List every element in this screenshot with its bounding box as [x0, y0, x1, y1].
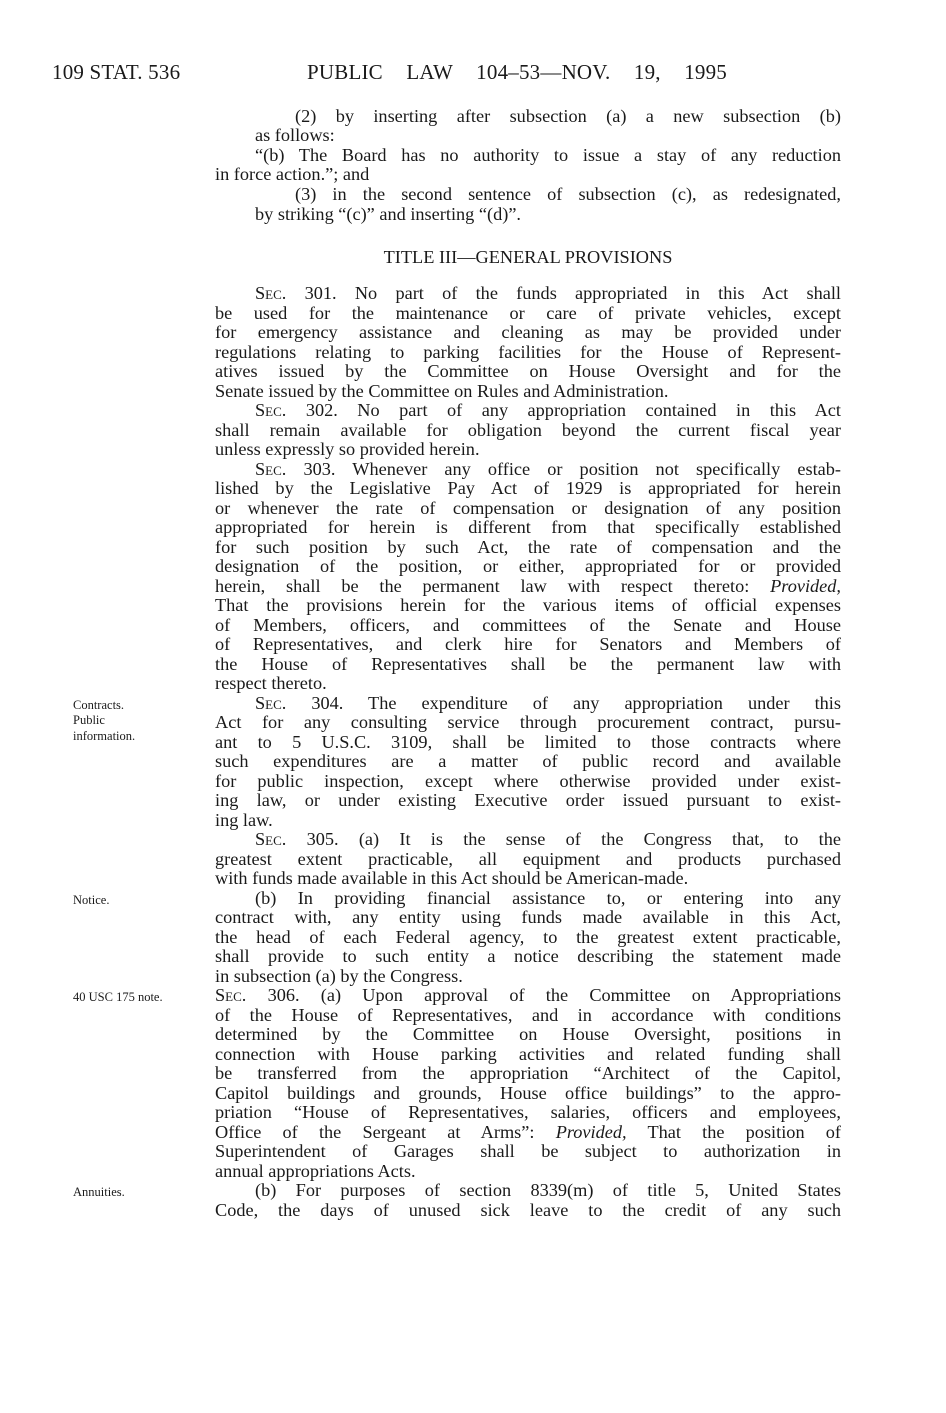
section-label: Sec.	[215, 985, 247, 1005]
text-line	[215, 791, 841, 811]
margin-note	[73, 1185, 125, 1201]
line-text: regulations relating to parking facilities for the House of Represent-	[215, 341, 841, 362]
line-text: by striking “(c)” and inserting “(d)”.	[255, 204, 521, 224]
text-line	[215, 1084, 841, 1104]
text-line	[215, 304, 841, 324]
text-line	[255, 401, 841, 421]
text-line	[215, 772, 841, 792]
line-text: Capitol buildings and grounds, House office buildings” to the appro-	[215, 1082, 841, 1103]
text-line	[215, 518, 841, 538]
text-line	[215, 1201, 841, 1221]
margin-note-line: 40 USC 175 note.	[73, 990, 163, 1004]
section-label: Sec.	[255, 283, 287, 303]
text-line	[215, 538, 841, 558]
text-line	[295, 107, 841, 127]
text-line	[215, 323, 841, 343]
text-line	[215, 1025, 841, 1045]
text-line	[255, 830, 841, 850]
line-text: (b) For purposes of section 8339(m) of title 5, United States	[255, 1180, 841, 1200]
line-text: of Representatives, and clerk hire for Senators and Members of	[215, 634, 841, 654]
line-text: Superintendent of Garages shall be subject to authorization in	[215, 1141, 841, 1161]
text-line	[255, 126, 841, 146]
line-text: 304. The expenditure of any appropriation under this	[286, 692, 841, 713]
line-text: shall remain available for obligation beyond the current fiscal year	[215, 419, 841, 440]
line-text: determined by the Committee on House Oversight, positions in	[215, 1024, 841, 1044]
page-stat-number: 109 STAT. 536	[52, 60, 181, 84]
text-line	[215, 1064, 841, 1084]
line-text: be used for the maintenance or care of private vehicles, except	[215, 302, 841, 323]
section-label: Sec.	[255, 692, 287, 713]
line-text: 305. (a) It is the sense of the Congress that, to the	[286, 829, 841, 849]
text-line	[215, 1103, 841, 1123]
line-text: greatest extent practicable, all equipment and products purchased	[215, 848, 841, 869]
text-line	[295, 185, 841, 205]
line-text: Act for any consulting service through procurement contract, pursu-	[215, 712, 841, 732]
line-text: such expenditures are a matter of public record and available	[215, 751, 841, 771]
line-text: the head of each Federal agency, to the greatest extent practicable,	[215, 926, 841, 947]
line-text: as follows:	[255, 125, 335, 145]
line-text: atives issued by the Committee on House Oversight and for the	[215, 361, 841, 381]
proviso-italic: Provided,	[770, 575, 841, 596]
text-line	[215, 557, 841, 577]
text-line	[215, 674, 841, 694]
line-text: appropriated for herein is different from that specifically established	[215, 517, 841, 537]
line-text: be transferred from the appropriation “Architect of the Capitol,	[215, 1063, 841, 1083]
line-text: (2) by inserting after subsection (a) a new subsection (b)	[295, 106, 841, 126]
line-text: annual appropriations Acts.	[215, 1160, 416, 1181]
text-line	[215, 752, 841, 772]
line-text: 306. (a) Upon approval of the Committee on Appropriations	[246, 985, 841, 1005]
text-line	[215, 1006, 841, 1026]
text-line	[255, 205, 841, 225]
title-heading: TITLE III—GENERAL PROVISIONS	[383, 247, 673, 267]
margin-note-line: Notice.	[73, 892, 110, 907]
line-text: Code, the days of unused sick leave to the credit of any such	[215, 1199, 841, 1220]
public-law-citation: PUBLIC LAW 104–53—NOV. 19, 1995	[307, 60, 727, 84]
line-text: with funds made available in this Act should be American-made.	[215, 868, 689, 888]
line-text: in force action.”; and	[215, 164, 370, 184]
proviso-italic: Provided,	[555, 1121, 627, 1142]
line-text: for such position by such Act, the rate of compensation and the	[215, 536, 841, 557]
text-line	[215, 1045, 841, 1065]
line-text: herein, shall be the permanent law with respect thereto:	[215, 575, 771, 596]
text-line	[215, 811, 841, 831]
text-line	[215, 577, 841, 597]
line-text: the House of Representatives shall be the permanent law with	[215, 653, 841, 674]
text-line	[215, 596, 841, 616]
text-line	[255, 284, 841, 304]
text-line	[215, 343, 841, 363]
line-text: designation of the position, or either, appropriated for or provided	[215, 556, 841, 576]
margin-note	[73, 698, 135, 745]
text-line	[215, 655, 841, 675]
margin-note-line: Public	[73, 713, 105, 727]
text-line	[215, 479, 841, 499]
text-line	[215, 635, 841, 655]
line-text: in subsection (a) by the Congress.	[215, 965, 463, 986]
line-text: shall provide to such entity a notice describing the statement made	[215, 946, 841, 966]
line-text: respect thereto.	[215, 673, 327, 693]
text-line	[215, 440, 841, 460]
line-text: Office of the Sergeant at Arms”:	[215, 1121, 556, 1142]
text-line	[215, 362, 841, 382]
line-text: connection with House parking activities and related funding shall	[215, 1043, 841, 1064]
line-text: ing law.	[215, 809, 273, 830]
section-label: Sec.	[255, 829, 287, 849]
line-text: 301. No part of the funds appropriated in this Act shall	[286, 283, 841, 303]
line-text: contract with, any entity using funds made available in this Act,	[215, 907, 841, 927]
margin-note-line: information.	[73, 728, 136, 743]
text-line	[215, 908, 841, 928]
line-text: or whenever the rate of compensation or designation of any position	[215, 497, 841, 518]
text-line	[255, 146, 841, 166]
margin-note	[73, 893, 109, 909]
line-text: That the position of	[626, 1121, 841, 1142]
line-text: of the House of Representatives, and in accordance with conditions	[215, 1004, 841, 1025]
line-text: (b) In providing financial assistance to, or entering into any	[255, 887, 841, 908]
line-text: 303. Whenever any office or position not specifically estab-	[286, 458, 841, 479]
text-line	[255, 889, 841, 909]
text-line	[215, 616, 841, 636]
line-text: for emergency assistance and cleaning as may be provided under	[215, 322, 841, 342]
line-text: unless expressly so provided herein.	[215, 439, 480, 459]
text-line	[215, 713, 841, 733]
section-label: Sec.	[255, 400, 287, 420]
text-line	[215, 421, 841, 441]
line-text: That the provisions herein for the various items of official expenses	[215, 595, 841, 615]
line-text: ing law, or under existing Executive order issued pursuant to exist-	[215, 790, 841, 810]
text-line	[255, 694, 841, 714]
text-line	[215, 382, 841, 402]
line-text: (3) in the second sentence of subsection (c), as redesignated,	[295, 184, 841, 204]
line-text: Senate issued by the Committee on Rules and Administration.	[215, 380, 669, 401]
section-label: Sec.	[255, 458, 287, 479]
line-text: ant to 5 U.S.C. 3109, shall be limited to those contracts where	[215, 731, 841, 752]
line-text: 302. No part of any appropriation contained in this Act	[286, 400, 841, 420]
text-line	[215, 1142, 841, 1162]
text-line	[215, 165, 841, 185]
text-line	[215, 733, 841, 753]
line-text: priation “House of Representatives, salaries, officers and employees,	[215, 1102, 841, 1122]
text-line	[215, 499, 841, 519]
text-line	[255, 460, 841, 480]
line-text: lished by the Legislative Pay Act of 1929 is appropriated for herein	[215, 478, 841, 498]
text-line	[215, 850, 841, 870]
margin-note-line: Annuities.	[73, 1185, 125, 1199]
margin-note	[73, 990, 163, 1006]
line-text: of Members, officers, and committees of the Senate and House	[215, 614, 841, 635]
text-line	[215, 947, 841, 967]
line-text: for public inspection, except where otherwise provided under exist-	[215, 770, 841, 791]
text-line	[215, 928, 841, 948]
text-line	[215, 967, 841, 987]
text-line	[215, 1162, 841, 1182]
text-line	[215, 1123, 841, 1143]
text-line	[255, 1181, 841, 1201]
text-line	[215, 869, 841, 889]
text-line	[215, 986, 841, 1006]
margin-note-line: Contracts.	[73, 697, 125, 712]
line-text: “(b) The Board has no authority to issue a stay of any reduction	[255, 145, 841, 165]
